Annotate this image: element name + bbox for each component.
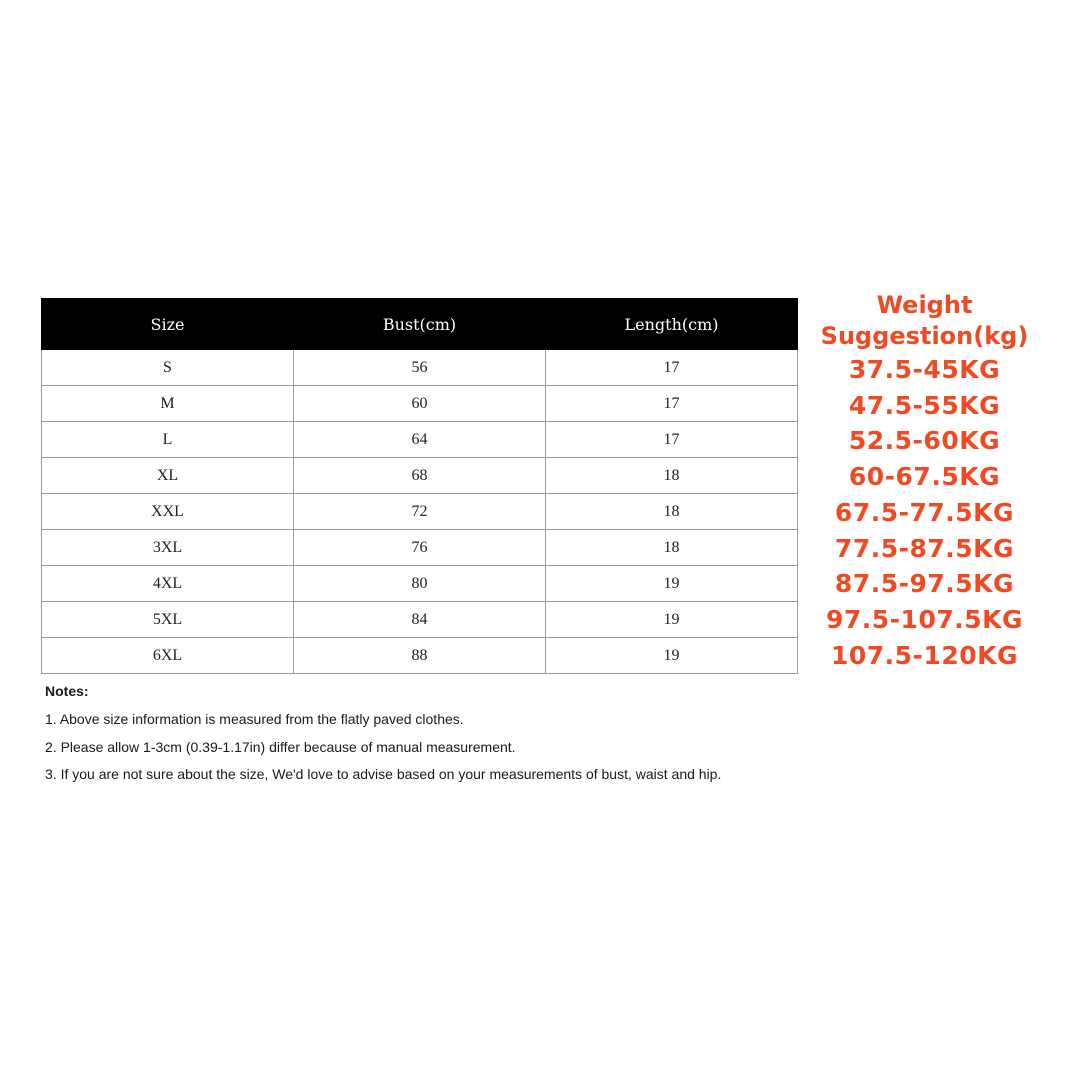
table-row — [42, 530, 798, 566]
size-cell: 5XL — [42, 602, 294, 638]
length-cell: 17 — [546, 422, 798, 458]
weight-range: 37.5-45KG — [848, 355, 1001, 384]
weight-title-line2: Suggestion(kg) — [820, 322, 1029, 350]
note-item: 1. Above size information is measured from the flatly paved clothes. — [45, 711, 464, 727]
bust-cell: 72 — [294, 494, 546, 530]
weight-range: 107.5-120KG — [830, 640, 1019, 670]
column-header-size: Size — [42, 299, 294, 350]
length-cell: 18 — [546, 530, 798, 566]
weight-range: 67.5-77.5KG — [834, 497, 1015, 527]
weight-range: 77.5-87.5KG — [834, 533, 1015, 563]
bust-cell: 84 — [294, 602, 546, 638]
length-cell: 19 — [546, 638, 798, 674]
size-cell: 6XL — [42, 638, 294, 674]
size-cell: 4XL — [42, 566, 294, 602]
weight-range: 87.5-97.5KG — [834, 569, 1015, 599]
length-cell: 19 — [546, 602, 798, 638]
table-row — [42, 386, 798, 422]
note-item: 3. If you are not sure about the size, We'd love to advise based on your measurements of bust, waist and hip. — [45, 766, 722, 782]
table-row — [42, 422, 798, 458]
bust-cell: 68 — [294, 458, 546, 494]
size-cell: 3XL — [42, 530, 294, 566]
length-cell: 17 — [546, 386, 798, 422]
table-header-row — [42, 299, 798, 350]
length-cell: 18 — [546, 458, 798, 494]
size-cell: XXL — [42, 494, 294, 530]
bust-cell: 76 — [294, 530, 546, 566]
table-row — [42, 602, 798, 638]
size-cell: M — [42, 386, 294, 422]
note-item: 2. Please allow 1-3cm (0.39-1.17in) differ because of manual measurement. — [45, 738, 516, 755]
bust-cell: 60 — [294, 386, 546, 422]
weight-suggestion — [812, 290, 1037, 673]
column-header-bust: Bust(cm) — [294, 299, 546, 350]
notes-title: Notes: — [45, 683, 89, 699]
weight-range: 60-67.5KG — [848, 462, 1001, 492]
bust-cell: 88 — [294, 638, 546, 674]
weight-title-line1: Weight — [876, 291, 973, 319]
notes-section — [45, 682, 805, 793]
column-header-length: Length(cm) — [546, 299, 798, 350]
bust-cell: 64 — [294, 422, 546, 458]
size-cell: S — [42, 350, 294, 386]
weight-range: 47.5-55KG — [848, 390, 1001, 420]
table-row — [42, 494, 798, 530]
size-chart-table — [41, 298, 798, 674]
length-cell: 17 — [546, 350, 798, 386]
size-cell: XL — [42, 458, 294, 494]
table-row — [42, 350, 798, 386]
length-cell: 18 — [546, 494, 798, 530]
length-cell: 19 — [546, 566, 798, 602]
table-row — [42, 638, 798, 674]
weight-range: 97.5-107.5KG — [825, 604, 1024, 634]
size-cell: L — [42, 422, 294, 458]
weight-range: 52.5-60KG — [848, 426, 1001, 456]
table-row — [42, 458, 798, 494]
bust-cell: 56 — [294, 350, 546, 386]
bust-cell: 80 — [294, 566, 546, 602]
table-row — [42, 566, 798, 602]
